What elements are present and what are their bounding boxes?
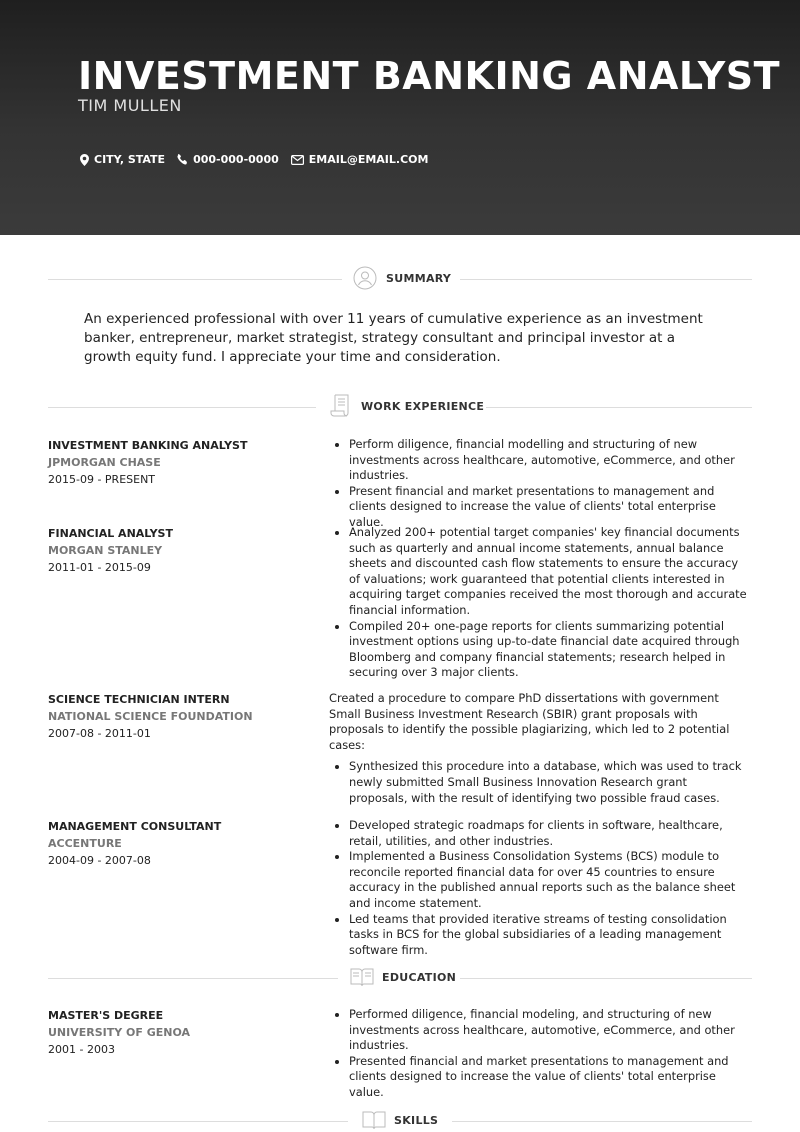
entry-intro: Created a procedure to compare PhD dissertations with government Small Business Investment Research (SBIR) grant proposals with proposals to identify the possible plagiarizing, which led to 2 potential cases: [329,691,730,752]
bullet-item: • Synthesized this procedure into a database, which was used to track newly submitted Small Business Innovation Research grant proposals, with the result of identifying two possible fraud cases. [349,759,749,806]
bullet-item: • Led teams that provided iterative streams of testing consolidation tasks in BCS for the global subsidiaries of a leading management software firm. [349,912,749,959]
bullet-item: • Analyzed 200+ potential target companies' key financial documents such as quarterly and annual income statements, annual balance sheets and discounted cash flow statements to ensure the accuracy of valuations; work guaranteed that potential clients interested in acquiring target companies received the most thorough and accurate financial information. [349,525,749,619]
entry-position: MANAGEMENT CONSULTANT [48,820,222,833]
summary-label: SUMMARY [386,272,452,285]
location-pin-icon [80,154,89,166]
entry-company: NATIONAL SCIENCE FOUNDATION [48,710,253,723]
entry-bullets [329,759,749,806]
book-icon [361,1108,387,1132]
entry-dates: 2015-09 - PRESENT [48,473,156,486]
user-icon [353,266,377,290]
contact-location [80,153,165,166]
bullet-item: • Performed diligence, financial modeling, and structuring of new investments across healthcare, automotive, eCommerce, and other industries. [349,1007,749,1054]
entry-position: INVESTMENT BANKING ANALYST [48,439,248,452]
entry-company: ACCENTURE [48,837,122,850]
bullet-item: • Compiled 20+ one-page reports for clients summarizing potential investment options using up-to-date financial date acquired through Bloomberg and company financial statements; research helped in securing over 3 major clients. [349,619,749,681]
resume-header [0,0,800,235]
entry-bullets [329,437,749,531]
education-heading [48,968,752,988]
envelope-icon [291,155,304,165]
bullet-item: • Present financial and market presentations to management and clients designed to increase the value of clients' total enterprise value. [349,484,749,531]
bullet-item: • Implemented a Business Consolidation Systems (BCS) module to reconcile reported financial data for over 45 countries to ensure accuracy in the published annual reports such as the balance sheet and income statement. [349,849,749,911]
phone-text: 000-000-0000 [193,153,279,166]
candidate-name: TIM MULLEN [78,96,182,115]
entry-school: UNIVERSITY OF GENOA [48,1026,191,1039]
work-experience-label: WORK EXPERIENCE [361,400,485,413]
bullet-item: • Developed strategic roadmaps for clients in software, healthcare, retail, utilities, and other industries. [349,818,749,849]
bullet-item: • Perform diligence, financial modelling and structuring of new investments across healthcare, automotive, eCommerce, and other industries. [349,437,749,484]
entry-dates: 2011-01 - 2015-09 [48,561,151,574]
contact-phone [177,153,279,166]
entry-company: JPMORGAN CHASE [48,456,161,469]
entry-dates: 2007-08 - 2011-01 [48,727,151,740]
phone-icon [177,154,188,165]
entry-position: FINANCIAL ANALYST [48,527,173,540]
entry-position: SCIENCE TECHNICIAN INTERN [48,693,230,706]
job-title: INVESTMENT BANKING ANALYST [78,54,781,98]
skills-heading [48,1111,752,1131]
education-label: EDUCATION [382,971,457,984]
summary-text: An experienced professional with over 11 years of cumulative experience as an investment banker, entrepreneur, market strategist, strategy consultant and principal investor at a growth equity fund. I appreciate your time and consideration. [84,311,703,365]
location-text: CITY, STATE [94,153,166,166]
entry-dates: 2004-09 - 2007-08 [48,854,151,867]
work-experience-heading [48,397,752,417]
entry-bullets [329,818,749,958]
contact-email[interactable] [291,153,429,166]
entry-bullets [329,1007,749,1101]
book-icon [349,965,375,989]
entry-company: MORGAN STANLEY [48,544,163,557]
scroll-icon [329,393,353,419]
skills-label: SKILLS [394,1114,439,1127]
contact-row [80,153,428,166]
email-text[interactable]: EMAIL@EMAIL.COM [308,153,429,166]
entry-bullets [329,525,749,681]
summary-heading [48,269,752,289]
entry-dates: 2001 - 2003 [48,1043,115,1056]
entry-degree: MASTER'S DEGREE [48,1009,164,1022]
bullet-item: • Presented financial and market presentations to management and clients designed to increase the value of clients' total enterprise value. [349,1054,749,1101]
